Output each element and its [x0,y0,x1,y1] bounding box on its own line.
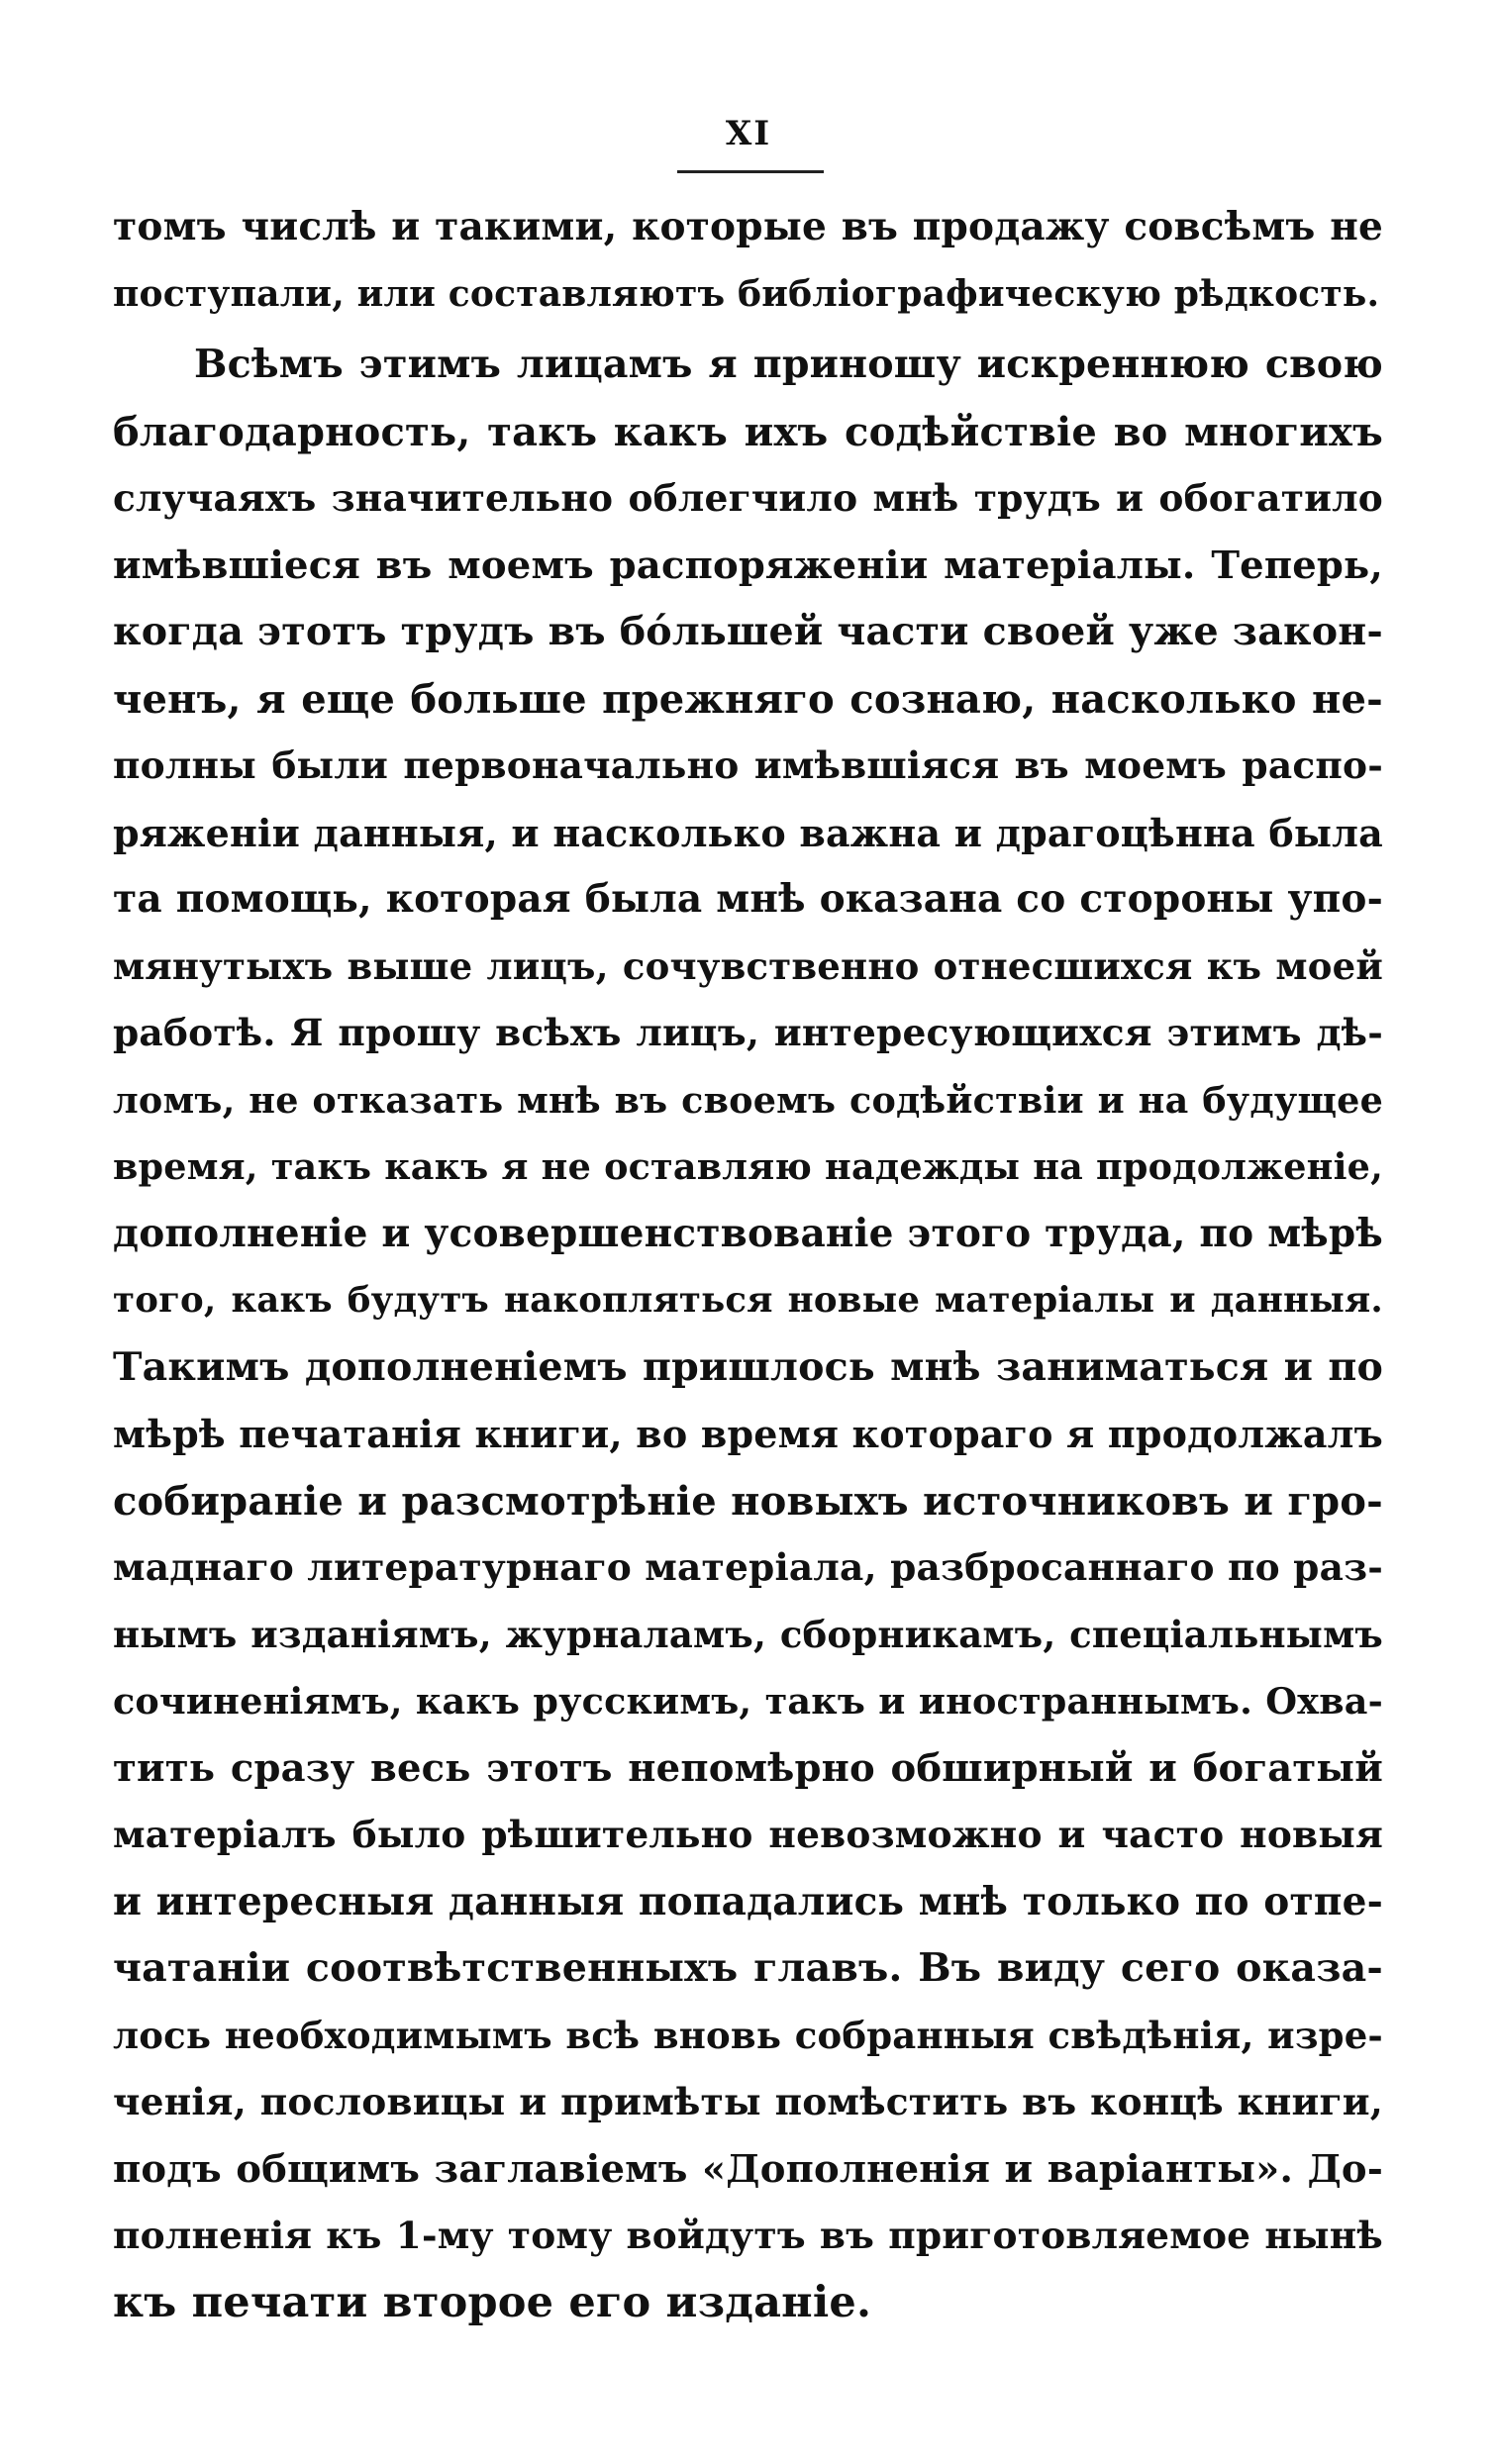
text-line: случаяхъ значительно облегчило мнѣ трудъ и обогатило [113,476,1383,520]
paragraph-1 [113,194,1383,328]
text-line: того, какъ будутъ накопляться новые матеріалы и данныя. [113,1280,1383,1321]
text-line: ченія, пословицы и примѣты помѣстить въ концѣ книги, [113,2080,1383,2123]
text-line: къ печати второе его изданіе. [113,2277,872,2327]
body-text [113,194,1383,2336]
text-line: лось необходимымъ всѣ вновь собранныя свѣдѣнія, изре- [113,2013,1383,2057]
text-line: собираніе и разсмотрѣніе новыхъ источниковъ и гро- [113,1477,1383,1525]
text-line: поступали, или составляютъ библіографическую рѣдкость. [113,272,1380,315]
text-line: и интересныя данныя попадались мнѣ только по отпе- [113,1878,1383,1924]
text-line: работѣ. Я прошу всѣхъ лицъ, интересующихся этимъ дѣ- [113,1011,1383,1054]
text-line: полненія къ 1-му тому войдутъ въ приготовляемое нынѣ [113,2214,1383,2257]
text-line: мянутыхъ выше лицъ, сочувственно отнесшихся къ моей [113,943,1383,988]
text-line: тить сразу весь этотъ непомѣрно обширный и богатый [113,1745,1383,1791]
text-line: та помощь, которая была мнѣ оказана со стороны упо- [113,876,1383,922]
text-line: подъ общимъ заглавіемъ «Дополненія и варіанты». До- [113,2146,1383,2192]
paragraph-2 [113,332,1383,2336]
text-line: мѣрѣ печатанія книги, во время котораго я продолжалъ [113,1412,1383,1456]
text-line: благодарность, такъ какъ ихъ содѣйствіе во многихъ [113,408,1383,455]
text-line: матеріалъ было рѣшительно невозможно и часто новыя [113,1813,1383,1856]
text-line: имѣвшіеся въ моемъ распоряженіи матеріалы. Теперь, [113,542,1383,588]
text-line: чатаніи соотвѣтственныхъ главъ. Въ виду сего оказа- [113,1945,1383,1991]
text-line: когда этотъ трудъ въ бо́льшей части своей уже закон- [113,609,1383,654]
text-line: нымъ изданіямъ, журналамъ, сборникамъ, спеціальнымъ [113,1612,1383,1656]
text-line: дополненіе и усовершенствованіе этого труда, по мѣрѣ [113,1210,1383,1256]
text-line: время, такъ какъ я не оставляю надежды на продолженіе, [113,1145,1383,1188]
text-line: полны были первоначально имѣвшіяся въ моемъ распо- [113,743,1383,787]
text-line: ломъ, не отказать мнѣ въ своемъ содѣйствіи и на будущее [113,1078,1383,1122]
page-number: XI [725,114,772,153]
page-header [0,114,1497,153]
text-line: томъ числѣ и такими, которые въ продажу совсѣмъ не [113,204,1383,249]
text-line: ченъ, я еще больше прежняго сознаю, насколько не- [113,675,1383,723]
text-line: сочиненіямъ, какъ русскимъ, такъ и иностраннымъ. Охва- [113,1680,1383,1723]
text-line: Всѣмъ этимъ лицамъ я приношу искреннюю свою [194,342,1383,387]
text-line: маднаго литературнаго матеріала, разбросаннаго по раз- [113,1545,1383,1589]
header-rule [677,170,824,173]
text-line: ряженіи данныя, и насколько важна и драгоцѣнна была [113,810,1383,855]
text-line: Такимъ дополненіемъ пришлось мнѣ заниматься и по [113,1343,1383,1390]
